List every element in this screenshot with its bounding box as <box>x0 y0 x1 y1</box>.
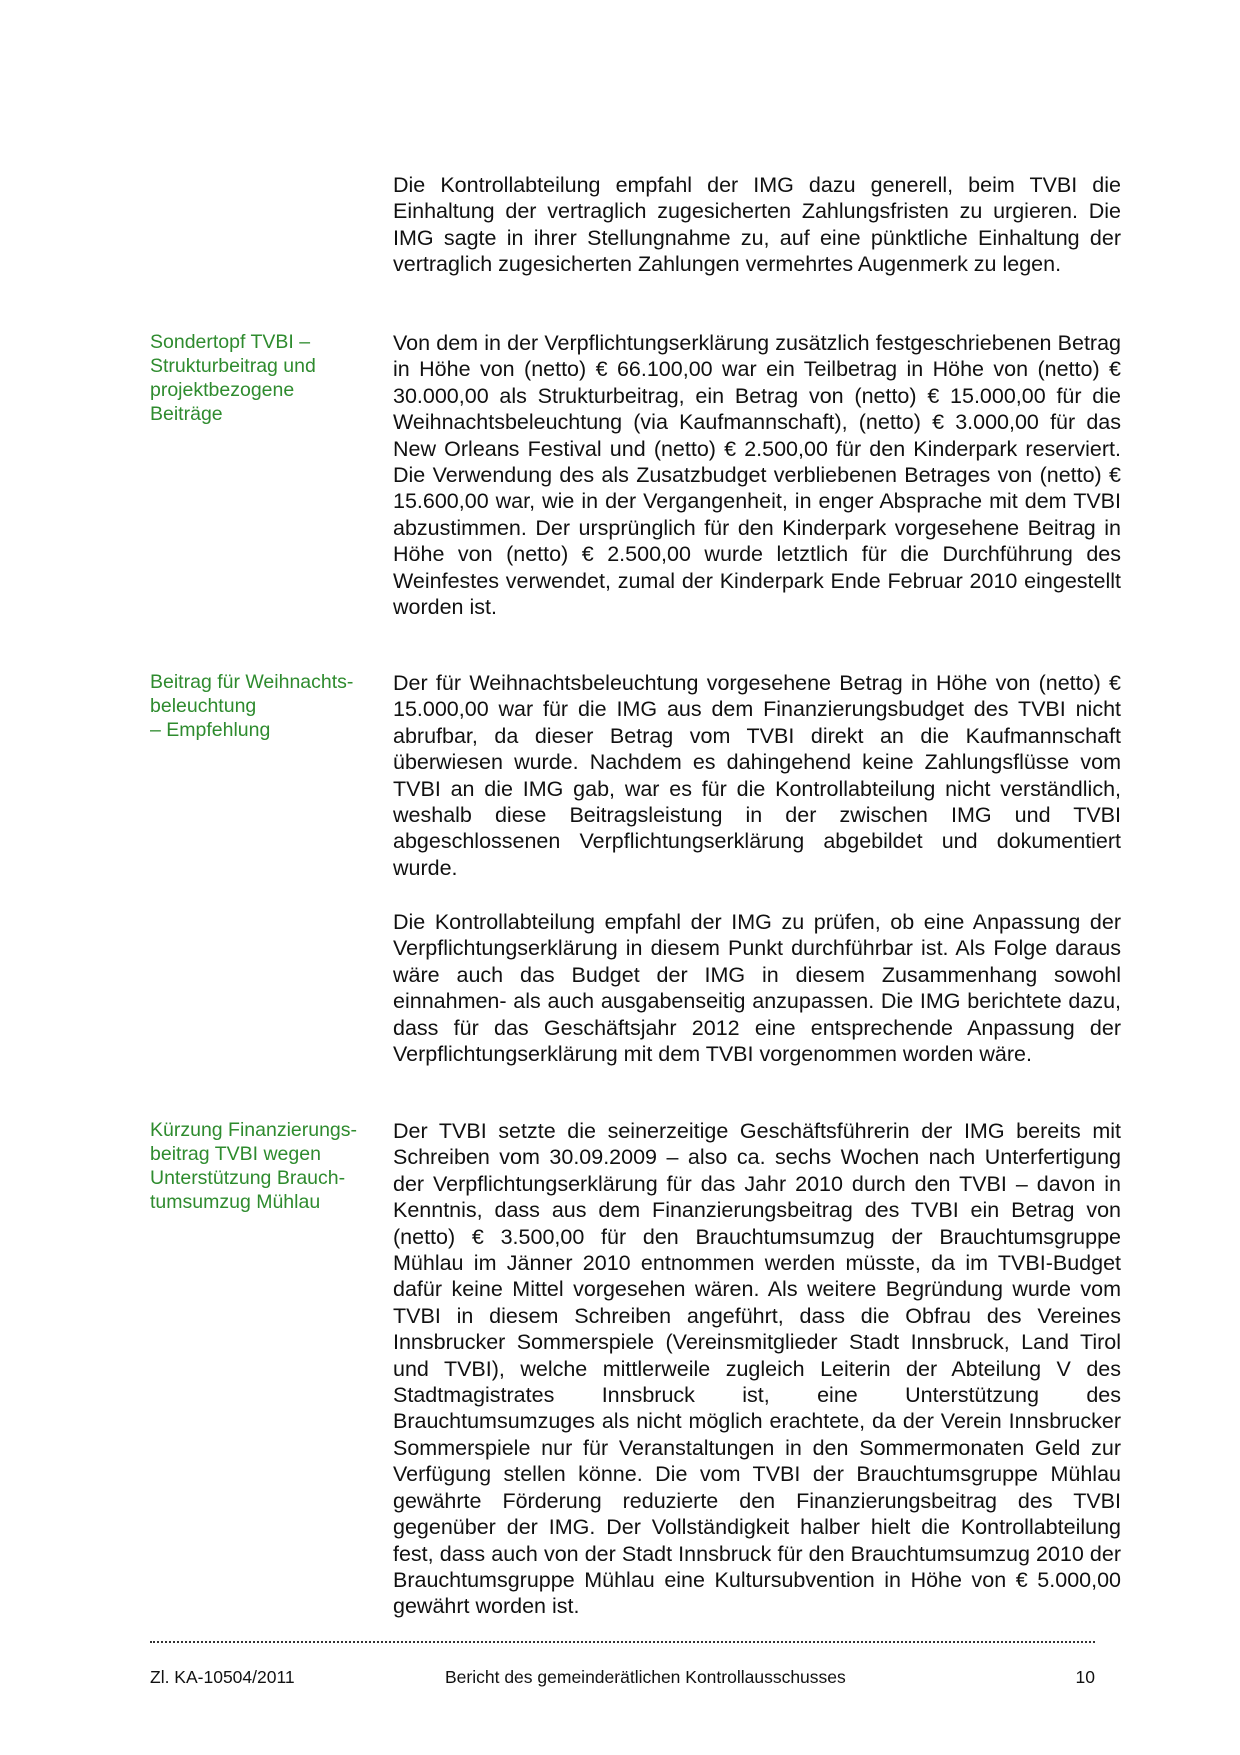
margin-note-weihnachtsbeleuchtung: Beitrag für Weihnachts- beleuchtung – Empfehlung <box>150 671 354 741</box>
paragraph-recommendation-adjustment: Die Kontrollabteilung empfahl der IMG zu prüfen, ob eine Anpassung der Verpflichtungserklärung in diesem Punkt durchführbar ist. Als Folge daraus wäre auch das Budget der IMG in diesem Zusammenhang sowohl einnahmen- als auch ausgabenseitig anzupassen. Die IMG berichtete dazu, dass für das Geschäftsjahr 2012 eine entsprechende Anpassung der Verpflichtungserklärung mit dem TVBI vorgenommen worden wäre. <box>393 910 1121 1067</box>
paragraph-kuerzung: Der TVBI setzte die seinerzeitige Geschäftsführerin der IMG bereits mit Schreiben vom 30.09.2009 – also ca. sechs Wochen nach Unterfertigung der Verpflichtungserklärung für das Jahr 2010 durch den TVBI – davon in Kenntnis, dass aus dem Finanzierungsbeitrag des TVBI ein Betrag von (netto) € 3.500,00 für den Brauchtumsumzug der Brauchtumsgruppe Mühlau im Jänner 2010 entnommen werden müsste, da im TVBI-Budget dafür keine Mittel vorgesehen wären. Als weitere Begründung wurde vom TVBI in diesem Schreiben angeführt, dass die Obfrau des Vereines Innsbrucker Sommerspiele (Vereinsmitglieder Stadt Innsbruck, Land Tirol und TVBI), welche mittlerweile zugleich Leiterin der Abteilung V des Stadtmagistrates Innsbruck ist, eine Unterstützung des Brauchtumsumzuges als nicht möglich erachtete, da der Verein Innsbrucker Sommerspiele nur für Veranstaltungen in den Sommermonaten Geld zur Verfügung stellen könne. Die vom TVBI der Brauchtumsgruppe Mühlau gewährte Förderung reduzierte den Finanzierungsbeitrag des TVBI gegenüber der IMG. Der Vollständigkeit halber hielt die Kontrollabteilung fest, dass auch von der Stadt Innsbruck für den Brauchtumsumzug 2010 der Brauchtumsgruppe Mühlau eine Kultursubvention in Höhe von € 5.000,00 gewährt worden ist. <box>393 1119 1121 1619</box>
paragraph-sondertopf: Von dem in der Verpflichtungserklärung zusätzlich festgeschriebenen Betrag in Höhe von (netto) € 66.100,00 war ein Teilbetrag in Höhe von (netto) € 30.000,00 als Strukturbeitrag, ein Betrag von (netto) € 15.000,00 für die Weihnachtsbeleuchtung (via Kaufmannschaft), (netto) € 3.000,00 für das New Orleans Festival und (netto) € 2.500,00 für den Kinderpark reserviert. Die Verwendung des als Zusatzbudget verbliebenen Betrages von (netto) € 15.600,00 war, wie in der Vergangenheit, in enger Absprache mit dem TVBI abzustimmen. Der ursprünglich für den Kinderpark vorgesehene Beitrag in Höhe von (netto) € 2.500,00 wurde letztlich für die Durchführung des Weinfestes verwendet, zumal der Kinderpark Ende Februar 2010 eingestellt worden ist. <box>393 331 1121 620</box>
margin-note-sondertopf: Sondertopf TVBI – Strukturbeitrag und projektbezogene Beiträge <box>150 331 316 425</box>
footer-title: Bericht des gemeinderätlichen Kontrollausschusses <box>445 1667 846 1687</box>
page-number: 10 <box>1075 1667 1095 1687</box>
footer-divider <box>150 1641 1095 1643</box>
footer-reference: Zl. KA-10504/2011 <box>150 1667 295 1687</box>
margin-note-kuerzung: Kürzung Finanzierungs- beitrag TVBI wegen Unterstützung Brauch- tumsumzug Mühlau <box>150 1119 358 1213</box>
paragraph-weihnachtsbeleuchtung: Der für Weihnachtsbeleuchtung vorgesehene Betrag in Höhe von (netto) € 15.000,00 war für die IMG aus dem Finanzierungsbudget des TVBI nicht abrufbar, da dieser Betrag vom TVBI direkt an die Kaufmannschaft überwiesen wurde. Nachdem es dahingehend keine Zahlungsflüsse vom TVBI an die IMG gab, war es für die Kontrollabteilung nicht verständlich, weshalb diese Beitragsleistung in der zwischen IMG und TVBI abgeschlossenen Verpflichtungserklärung abgebildet und dokumentiert wurde. <box>393 671 1121 880</box>
paragraph-recommendation-payment-deadlines: Die Kontrollabteilung empfahl der IMG dazu generell, beim TVBI die Einhaltung der vertraglich zugesicherten Zahlungsfristen zu urgieren. Die IMG sagte in ihrer Stellungnahme zu, auf eine pünktliche Einhaltung der vertraglich zugesicherten Zahlungen vermehrtes Augenmerk zu legen. <box>393 173 1121 277</box>
